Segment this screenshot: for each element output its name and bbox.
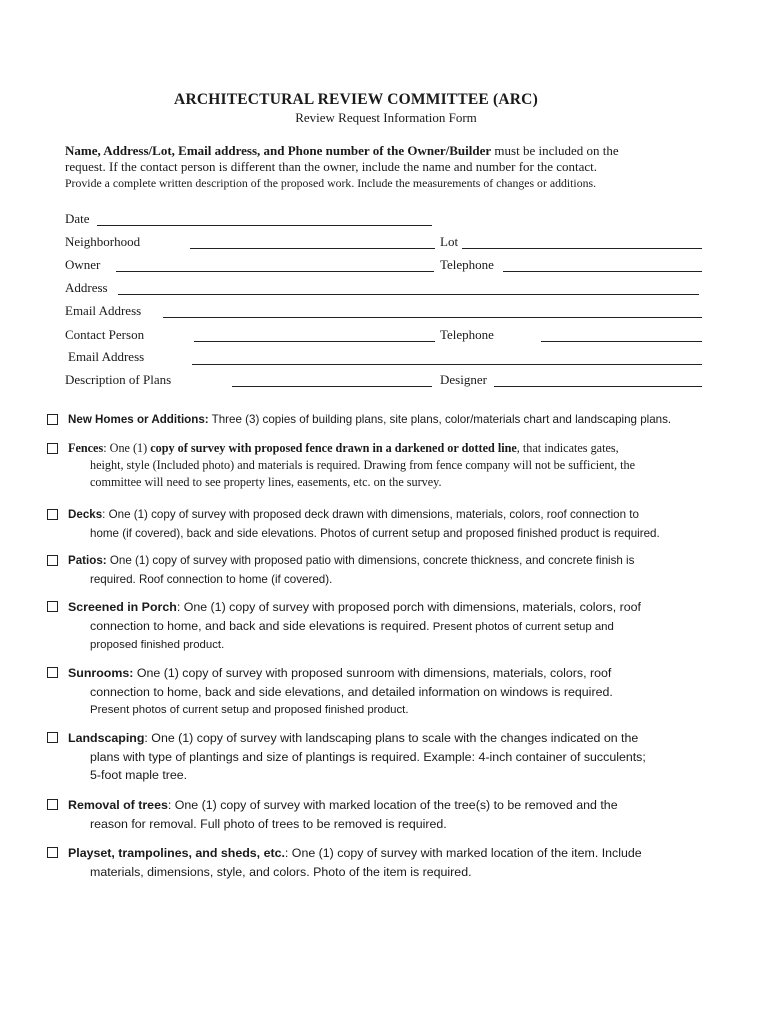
lot-field[interactable]	[462, 248, 702, 249]
lot-label: Lot	[440, 234, 459, 249]
neighborhood-field[interactable]	[190, 248, 435, 249]
checklist-item-patios: Patios: One (1) copy of survey with proposed patio with dimensions, concrete thickness, and concrete finish is required. Roof connection to home (if covered).	[47, 552, 737, 589]
description-label: Description of Plans	[65, 372, 172, 387]
checklist-item-screened-porch: Screened in Porch: One (1) copy of survey with proposed porch with dimensions, materials, colors, roof connection to home, and back and side elevations is required. Present photos of current setup and proposed finished product.	[47, 598, 737, 655]
checklist-item-removal-of-trees: Removal of trees: One (1) copy of survey with marked location of the tree(s) to be removed and the reason for removal. Full photo of trees to be removed is required.	[47, 796, 737, 833]
checklist-item-playset: Playset, trampolines, and sheds, etc.: One (1) copy of survey with marked location of the item. Include materials, dimensions, style, and colors. Photo of the item is required.	[47, 844, 737, 881]
owner-label: Owner	[65, 257, 101, 272]
checkbox[interactable]	[47, 799, 58, 810]
checklist-item-decks: Decks: One (1) copy of survey with proposed deck drawn with dimensions, materials, colors, roof connection to home (if covered), back and side elevations. Photos of current setup and proposed finished product is required.	[47, 506, 737, 543]
contact-person-field[interactable]	[194, 341, 435, 342]
date-label: Date	[65, 211, 90, 226]
telephone-field-1[interactable]	[503, 271, 702, 272]
date-field[interactable]	[97, 225, 432, 226]
telephone-label-1: Telephone	[440, 257, 494, 272]
description-field[interactable]	[232, 386, 432, 387]
neighborhood-label: Neighborhood	[65, 234, 141, 249]
email-label-1: Email Address	[65, 303, 142, 318]
contact-person-label: Contact Person	[65, 327, 145, 342]
checkbox[interactable]	[47, 555, 58, 566]
designer-label: Designer	[440, 372, 487, 387]
designer-field[interactable]	[494, 386, 702, 387]
checkbox[interactable]	[47, 414, 58, 425]
telephone-field-2[interactable]	[541, 341, 702, 342]
email-field-2[interactable]	[192, 364, 702, 365]
checklist-item-landscaping: Landscaping: One (1) copy of survey with landscaping plans to scale with the changes indicated on the plans with type of plantings and size of plantings is required. Example: 4-inch container of succulents; 5-foot maple tree.	[47, 729, 737, 785]
intro-line3: Provide a complete written description of the proposed work. Include the measurements of changes or additions.	[65, 176, 597, 190]
intro-line2: request. If the contact person is different than the owner, include the name and number for the contact.	[65, 159, 598, 174]
checkbox[interactable]	[47, 601, 58, 612]
form-subtitle: Review Request Information Form	[295, 110, 477, 125]
email-label-2: Email Address	[68, 349, 145, 364]
checklist-item-sunrooms: Sunrooms: One (1) copy of survey with proposed sunroom with dimensions, materials, colors, roof connection to home, back and side elevations, and detailed information on windows is required. Present photos of current setup and proposed finished product.	[47, 664, 737, 720]
address-field[interactable]	[118, 294, 699, 295]
email-field-1[interactable]	[163, 317, 702, 318]
owner-field[interactable]	[116, 271, 434, 272]
intro-bold: Name, Address/Lot, Email address, and Phone number of the Owner/Builder	[65, 143, 492, 158]
checkbox[interactable]	[47, 509, 58, 520]
checkbox[interactable]	[47, 732, 58, 743]
checkbox[interactable]	[47, 847, 58, 858]
checklist-item-new-homes: New Homes or Additions: Three (3) copies of building plans, site plans, color/materials chart and landscaping plans.	[47, 411, 737, 430]
intro-paragraph: Name, Address/Lot, Email address, and Phone number of the Owner/Builder must be included on the request. If the contact person is different than the owner, include the name and number for the contact. Provide a complete written description of the proposed work. Include the measurements of changes or additions.	[65, 143, 730, 191]
checkbox[interactable]	[47, 443, 58, 454]
checklist-item-fences: Fences: One (1) copy of survey with proposed fence drawn in a darkened or dotted line, that indicates gates, height, style (Included photo) and materials is required. Drawing from fence company will not be sufficient, the committee will need to see property lines, easements, etc. on the survey.	[47, 440, 737, 491]
telephone-label-2: Telephone	[440, 327, 494, 342]
checkbox[interactable]	[47, 667, 58, 678]
form-title: ARCHITECTURAL REVIEW COMMITTEE (ARC)	[174, 91, 538, 108]
address-label: Address	[65, 280, 108, 295]
